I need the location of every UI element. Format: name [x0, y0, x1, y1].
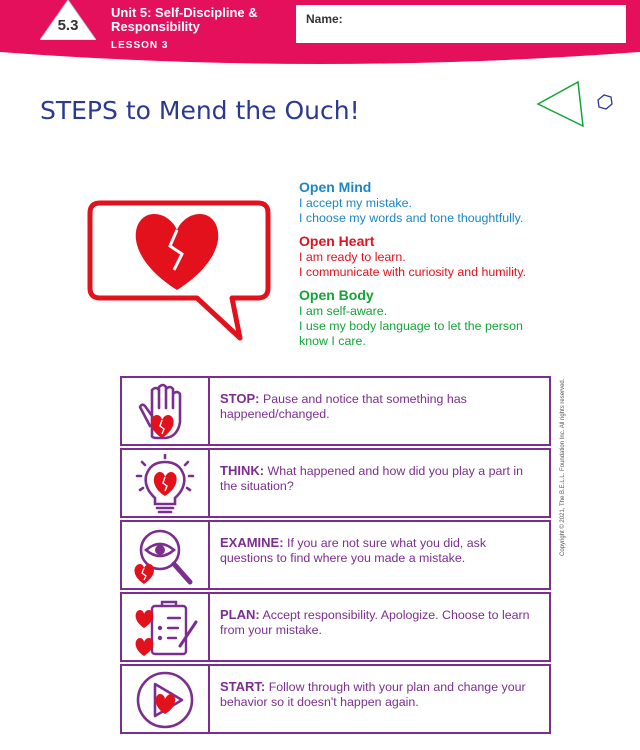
open-sections	[299, 178, 619, 355]
step-plan-label: PLAN:	[220, 607, 260, 622]
open-body-line: know I care.	[299, 334, 366, 348]
open-body-title: Open Body	[299, 287, 374, 303]
name-input[interactable]	[356, 11, 622, 35]
unit-title: Unit 5: Self-Discipline & Responsibility	[111, 5, 258, 34]
step-start-label: START:	[220, 679, 266, 694]
step-think-description: What happened and how did you play a part in the situation?	[220, 464, 524, 493]
clipboard-hearts-icon	[128, 598, 202, 658]
open-heart-section	[299, 232, 619, 280]
step-start-description: Follow through with your plan and change your behavior so it doesn't happen again.	[220, 680, 526, 709]
open-heart-title: Open Heart	[299, 233, 375, 249]
step-stop-text	[220, 392, 540, 421]
step-stop-description: Pause and notice that something has happened/changed.	[220, 392, 467, 421]
name-box	[296, 5, 626, 43]
open-mind-title: Open Mind	[299, 179, 372, 195]
open-mind-line: I choose my words and tone thoughtfully.	[299, 211, 524, 225]
step-plan-description: Accept responsibility. Apologize. Choose to learn from your mistake.	[220, 608, 530, 637]
step-think-text	[220, 464, 540, 493]
open-heart-line: I am ready to learn.	[299, 250, 406, 264]
step-stop	[120, 376, 551, 446]
hexagon-outline-icon	[598, 95, 612, 109]
step-stop-label: STOP:	[220, 391, 260, 406]
lesson-number: 5.3	[57, 17, 79, 34]
open-heart-line: I communicate with curiosity and humility.	[299, 265, 527, 279]
lesson-label: LESSON 3	[111, 40, 169, 51]
decorative-shapes	[534, 78, 620, 132]
speech-bubble	[80, 196, 280, 346]
step-examine	[120, 520, 551, 590]
step-start	[120, 664, 551, 734]
step-examine-text	[220, 536, 540, 565]
lightbulb-heart-icon	[128, 454, 202, 514]
step-plan-text	[220, 608, 540, 637]
step-think-label: THINK:	[220, 463, 265, 478]
step-examine-description: If you are not sure what you did, ask questions to find where you made a mistake.	[220, 536, 487, 565]
header-band	[0, 0, 640, 70]
steps-list	[120, 376, 551, 736]
hand-heart-icon	[128, 382, 202, 442]
play-heart-icon	[128, 670, 202, 730]
step-think	[120, 448, 551, 518]
copyright-notice: Copyright © 2021, The B.E.L.L. Foundation Inc. All rights reserved.	[560, 378, 566, 556]
open-body-line: I use my body language to let the person	[299, 319, 523, 333]
open-body-section	[299, 286, 619, 349]
open-mind-line: I accept my mistake.	[299, 196, 412, 210]
magnifier-eye-icon	[128, 526, 202, 586]
open-mind-section	[299, 178, 619, 226]
step-examine-label: EXAMINE:	[220, 535, 284, 550]
page-title: STEPS to Mend the Ouch!	[40, 96, 360, 125]
step-plan	[120, 592, 551, 662]
open-body-line: I am self-aware.	[299, 304, 388, 318]
name-label: Name:	[306, 12, 343, 26]
step-start-text	[220, 680, 540, 709]
triangle-outline-icon	[538, 82, 583, 126]
